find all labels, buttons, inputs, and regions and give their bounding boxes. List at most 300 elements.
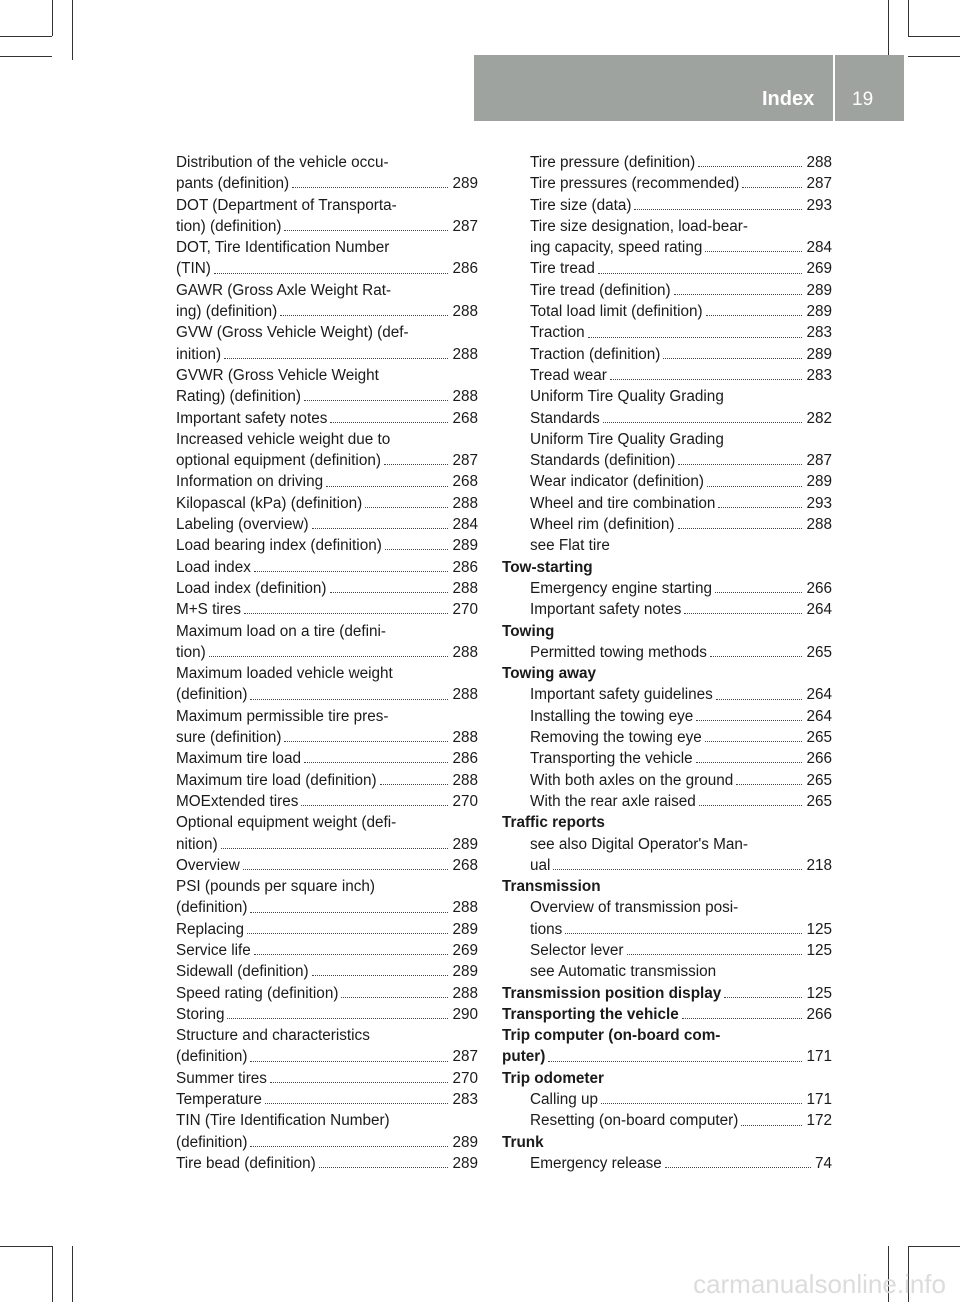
entry-text: Standards <box>530 409 600 427</box>
entry-page: 289 <box>806 281 832 299</box>
entry-text: Tire pressure (definition) <box>530 154 696 171</box>
index-entry <box>502 834 832 855</box>
entry-text: Replacing <box>176 920 245 938</box>
index-entry <box>176 557 478 578</box>
dot-leader <box>736 784 802 785</box>
dot-leader <box>706 315 803 316</box>
index-entry <box>176 621 478 642</box>
entry-text: M+S tires <box>176 601 242 619</box>
entry-text: Wheel rim (definition) <box>530 516 675 534</box>
entry-page: 125 <box>806 941 832 959</box>
index-entry <box>502 599 832 620</box>
entry-page: 288 <box>452 899 478 917</box>
dot-leader <box>319 1167 449 1168</box>
index-entry <box>176 855 478 876</box>
dot-leader <box>270 1082 449 1083</box>
index-entry <box>176 1132 478 1153</box>
index-entry <box>176 1153 478 1174</box>
entry-text: (definition) <box>176 1048 248 1066</box>
crop-mark <box>72 0 73 60</box>
index-entry <box>502 748 832 769</box>
index-entry <box>502 471 832 492</box>
dot-leader <box>716 699 803 700</box>
crop-mark <box>0 36 52 37</box>
index-entry <box>176 876 478 897</box>
dot-leader <box>209 656 449 657</box>
entry-page: 290 <box>452 1005 478 1023</box>
entry-text: Traction <box>530 324 585 342</box>
entry-page: 288 <box>452 303 478 321</box>
index-entry <box>502 1110 832 1131</box>
entry-text: Traffic reports <box>502 814 605 832</box>
dot-leader <box>384 464 449 465</box>
index-entry <box>176 1110 478 1131</box>
entry-text: Uniform Tire Quality Grading <box>530 430 724 448</box>
index-entry <box>502 535 832 556</box>
entry-text: Service life <box>176 941 251 959</box>
entry-page: 283 <box>806 324 832 342</box>
index-entry <box>502 429 832 450</box>
index-entry <box>176 1068 478 1089</box>
index-entry <box>502 322 832 343</box>
entry-page: 268 <box>452 473 478 491</box>
entry-text: Speed rating (definition) <box>176 984 339 1002</box>
index-heading <box>502 1046 832 1067</box>
entry-page: 265 <box>806 771 832 789</box>
index-entry <box>502 216 832 237</box>
index-entry <box>176 983 478 1004</box>
index-entry <box>176 578 478 599</box>
entry-page: 288 <box>452 345 478 363</box>
index-heading <box>502 621 832 642</box>
dot-leader <box>243 869 449 870</box>
index-entry <box>502 450 832 471</box>
entry-page: 287 <box>452 1048 478 1066</box>
entry-text: Structure and characteristics <box>176 1027 370 1045</box>
dot-leader <box>330 592 449 593</box>
entry-page: 293 <box>806 196 832 214</box>
entry-text: Tire tread (definition) <box>530 281 671 299</box>
dot-leader <box>565 933 802 934</box>
entry-text: Wheel and tire combination <box>530 494 716 512</box>
watermark: carmanualsonline.info <box>693 1269 946 1299</box>
dot-leader <box>603 422 803 423</box>
index-entry <box>502 258 832 279</box>
index-heading <box>502 1025 832 1046</box>
entry-page: 269 <box>806 260 832 278</box>
entry-page: 287 <box>806 175 832 193</box>
entry-page: 171 <box>806 1091 832 1109</box>
page-title: Index <box>762 88 815 110</box>
entry-text: Information on driving <box>176 473 324 491</box>
entry-text: Load bearing index (definition) <box>176 537 382 555</box>
index-entry <box>502 855 832 876</box>
entry-text: Important safety guidelines <box>530 686 713 704</box>
index-entry <box>502 386 832 407</box>
entry-text: Transporting the vehicle <box>530 750 693 768</box>
index-heading <box>502 557 832 578</box>
entry-text: Maximum loaded vehicle weight <box>176 665 393 683</box>
index-entry <box>176 280 478 301</box>
entry-text: ual <box>530 856 551 874</box>
entry-text: Important safety notes <box>176 409 328 427</box>
dot-leader <box>250 699 448 700</box>
entry-page: 171 <box>806 1048 832 1066</box>
entry-text: Trip computer (on-board com- <box>502 1027 721 1045</box>
entry-page: 288 <box>806 516 832 534</box>
dot-leader <box>663 358 802 359</box>
index-entry <box>502 195 832 216</box>
entry-text: GAWR (Gross Axle Weight Rat- <box>176 281 392 299</box>
index-entry <box>502 152 832 173</box>
entry-text: Towing away <box>502 665 597 683</box>
index-column-left <box>176 152 478 1174</box>
dot-leader <box>224 358 448 359</box>
entry-text: Overview <box>176 856 240 874</box>
dot-leader <box>627 954 803 955</box>
dot-leader <box>710 656 803 657</box>
entry-text: TIN (Tire Identification Number) <box>176 1112 390 1130</box>
entry-page: 284 <box>806 239 832 257</box>
index-entry <box>176 706 478 727</box>
dot-leader <box>304 762 449 763</box>
entry-text: Rating) (definition) <box>176 388 301 406</box>
entry-page: 289 <box>452 920 478 938</box>
entry-page: 265 <box>806 729 832 747</box>
entry-page: 286 <box>452 750 478 768</box>
index-entry <box>176 429 478 450</box>
crop-mark <box>52 1246 53 1302</box>
index-entry <box>502 919 832 940</box>
index-entry <box>502 493 832 514</box>
index-heading <box>502 1068 832 1089</box>
entry-page: 264 <box>806 686 832 704</box>
dot-leader <box>678 528 803 529</box>
index-entry <box>176 322 478 343</box>
index-entry <box>176 514 478 535</box>
dot-leader <box>304 400 448 401</box>
index-heading <box>502 1132 832 1153</box>
index-entry <box>502 706 832 727</box>
entry-text: Tire pressures (recommended) <box>530 175 740 193</box>
index-entry <box>176 237 478 258</box>
index-entry <box>176 258 478 279</box>
entry-text: Uniform Tire Quality Grading <box>530 388 724 406</box>
entry-text: With the rear axle raised <box>530 792 696 810</box>
dot-leader <box>696 720 802 721</box>
index-entry <box>176 727 478 748</box>
dot-leader <box>380 784 449 785</box>
index-entry <box>176 1004 478 1025</box>
entry-text: PSI (pounds per square inch) <box>176 878 375 896</box>
index-heading <box>502 1004 832 1025</box>
index-entry <box>502 961 832 982</box>
dot-leader <box>244 613 448 614</box>
index-entry <box>176 216 478 237</box>
entry-page: 286 <box>452 260 478 278</box>
index-entry <box>176 386 478 407</box>
crop-mark <box>908 56 960 57</box>
entry-text: Tread wear <box>530 366 607 384</box>
entry-page: 289 <box>452 1133 478 1151</box>
entry-text: ing capacity, speed rating <box>530 239 703 257</box>
index-entry <box>176 834 478 855</box>
crop-mark <box>72 1246 73 1302</box>
index-entry <box>502 791 832 812</box>
entry-text: ing) (definition) <box>176 303 278 321</box>
index-entry <box>502 301 832 322</box>
dot-leader <box>221 848 449 849</box>
index-entry <box>176 493 478 514</box>
header-bar <box>474 55 904 121</box>
entry-text: Maximum permissible tire pres- <box>176 707 389 725</box>
dot-leader <box>598 273 803 274</box>
index-entry <box>176 791 478 812</box>
entry-text: Calling up <box>530 1091 599 1109</box>
index-heading <box>502 983 832 1004</box>
index-entry <box>176 770 478 791</box>
dot-leader <box>741 1125 802 1126</box>
entry-page: 289 <box>452 963 478 981</box>
dot-leader <box>301 805 448 806</box>
crop-mark <box>52 0 53 36</box>
entry-page: 265 <box>806 792 832 810</box>
index-entry <box>502 1153 832 1174</box>
entry-text: Increased vehicle weight due to <box>176 430 391 448</box>
entry-text: Tire tread <box>530 260 595 278</box>
dot-leader <box>718 507 802 508</box>
index-entry <box>176 195 478 216</box>
entry-page: 289 <box>806 473 832 491</box>
index-entry <box>176 897 478 918</box>
crop-mark <box>0 1246 52 1247</box>
dot-leader <box>724 997 802 998</box>
crop-mark <box>0 56 52 57</box>
entry-page: 266 <box>806 1005 832 1023</box>
entry-page: 268 <box>452 856 478 874</box>
index-entry <box>502 897 832 918</box>
entry-text: Transmission <box>502 878 601 896</box>
index-entry <box>176 1025 478 1046</box>
dot-leader <box>705 251 802 252</box>
entry-text: Load index <box>176 558 251 576</box>
entry-page: 270 <box>452 792 478 810</box>
entry-text: see Flat tire <box>530 537 610 555</box>
entry-page: 289 <box>452 1154 478 1172</box>
index-entry <box>502 940 832 961</box>
entry-text: Wear indicator (definition) <box>530 473 705 491</box>
entry-page: 288 <box>452 579 478 597</box>
dot-leader <box>326 486 448 487</box>
entry-text: With both axles on the ground <box>530 771 734 789</box>
entry-page: 74 <box>814 1154 832 1172</box>
entry-text: DOT (Department of Transporta- <box>176 196 397 214</box>
index-entry <box>502 578 832 599</box>
entry-text: Maximum tire load <box>176 750 301 768</box>
entry-text: Resetting (on-board computer) <box>530 1112 739 1130</box>
dot-leader <box>674 294 803 295</box>
entry-text: Transporting the vehicle <box>502 1005 679 1023</box>
entry-text: Tire size designation, load-bear- <box>530 217 748 235</box>
index-entry <box>176 812 478 833</box>
index-entry <box>502 365 832 386</box>
entry-text: Standards (definition) <box>530 452 676 470</box>
entry-page: 282 <box>806 409 832 427</box>
dot-leader <box>312 528 449 529</box>
entry-text: (TIN) <box>176 260 211 278</box>
entry-text: Load index (definition) <box>176 579 327 597</box>
entry-text: Towing <box>502 622 555 640</box>
index-entry <box>176 1089 478 1110</box>
index-entry <box>502 344 832 365</box>
entry-text: MOExtended tires <box>176 792 299 810</box>
entry-page: 289 <box>452 835 478 853</box>
entry-page: 268 <box>452 409 478 427</box>
dot-leader <box>265 1103 449 1104</box>
entry-page: 288 <box>452 984 478 1002</box>
crop-mark <box>908 36 960 37</box>
entry-text: Distribution of the vehicle occu- <box>176 154 389 171</box>
entry-page: 288 <box>452 643 478 661</box>
page-number: 19 <box>852 89 874 110</box>
entry-text: Kilopascal (kPa) (definition) <box>176 494 363 512</box>
crop-mark <box>888 0 889 60</box>
entry-text: Summer tires <box>176 1069 267 1087</box>
entry-page: 125 <box>806 984 832 1002</box>
index-entry <box>176 642 478 663</box>
dot-leader <box>250 1146 448 1147</box>
dot-leader <box>588 337 803 338</box>
entry-text: tion) <box>176 643 206 661</box>
entry-page: 266 <box>806 750 832 768</box>
entry-page: 288 <box>452 494 478 512</box>
dot-leader <box>548 1061 802 1062</box>
entry-text: nition) <box>176 835 218 853</box>
entry-text: (definition) <box>176 1133 248 1151</box>
dot-leader <box>341 997 448 998</box>
dot-leader <box>254 571 449 572</box>
index-entry <box>176 152 478 173</box>
dot-leader <box>665 1167 811 1168</box>
entry-page: 283 <box>452 1091 478 1109</box>
entry-text: puter) <box>502 1048 546 1066</box>
index-entry <box>502 770 832 791</box>
index-entry <box>176 663 478 684</box>
dot-leader <box>699 805 803 806</box>
entry-text: Traction (definition) <box>530 345 661 363</box>
entry-page: 264 <box>806 601 832 619</box>
entry-page: 266 <box>806 579 832 597</box>
entry-text: tions <box>530 920 563 938</box>
entry-text: Tire bead (definition) <box>176 1154 316 1172</box>
index-entry <box>176 471 478 492</box>
entry-text: Emergency engine starting <box>530 579 712 597</box>
entry-text: GVW (Gross Vehicle Weight) (def- <box>176 324 409 342</box>
index-entry <box>176 940 478 961</box>
entry-page: 218 <box>806 856 832 874</box>
index-entry <box>176 408 478 429</box>
index-entry <box>176 919 478 940</box>
index-entry <box>502 514 832 535</box>
entry-text: Optional equipment weight (defi- <box>176 814 397 832</box>
entry-text: Storing <box>176 1005 225 1023</box>
entry-page: 288 <box>452 771 478 789</box>
dot-leader <box>247 933 448 934</box>
entry-page: 265 <box>806 643 832 661</box>
entry-text: Tow-starting <box>502 558 593 576</box>
dot-leader <box>365 507 448 508</box>
entry-text: Trunk <box>502 1133 544 1151</box>
index-entry <box>176 365 478 386</box>
dot-leader <box>610 379 803 380</box>
entry-text: (definition) <box>176 686 248 704</box>
dot-leader <box>284 741 448 742</box>
entry-text: inition) <box>176 345 222 363</box>
entry-text: Labeling (overview) <box>176 516 309 534</box>
index-heading <box>502 663 832 684</box>
entry-text: Selector lever <box>530 941 624 959</box>
entry-text: GVWR (Gross Vehicle Weight <box>176 366 379 384</box>
index-entry <box>176 684 478 705</box>
entry-text: Transmission position display <box>502 984 722 1002</box>
entry-text: Overview of transmission posi- <box>530 899 739 917</box>
index-entry <box>176 450 478 471</box>
dot-leader <box>227 1018 448 1019</box>
index-entry <box>176 173 478 194</box>
index-entry <box>176 535 478 556</box>
dot-leader <box>634 209 802 210</box>
entry-page: 288 <box>452 388 478 406</box>
entry-text: DOT, Tire Identification Number <box>176 239 390 257</box>
index-column-right <box>502 152 832 1174</box>
entry-page: 289 <box>452 175 478 193</box>
index-entry <box>176 599 478 620</box>
entry-text: sure (definition) <box>176 729 282 747</box>
dot-leader <box>385 549 449 550</box>
entry-page: 293 <box>806 494 832 512</box>
dot-leader <box>254 954 449 955</box>
entry-text: see also Digital Operator's Man- <box>530 835 749 853</box>
entry-page: 125 <box>806 920 832 938</box>
index-entry <box>176 748 478 769</box>
entry-page: 283 <box>806 366 832 384</box>
dot-leader <box>684 613 802 614</box>
entry-text: pants (definition) <box>176 175 290 193</box>
dot-leader <box>250 1061 448 1062</box>
entry-page: 172 <box>806 1112 832 1130</box>
index-heading <box>502 876 832 897</box>
dot-leader <box>705 741 803 742</box>
dot-leader <box>330 422 448 423</box>
index-entry <box>176 1046 478 1067</box>
index-entry <box>502 1089 832 1110</box>
entry-text: optional equipment (definition) <box>176 452 381 470</box>
entry-page: 269 <box>452 941 478 959</box>
index-entry <box>502 237 832 258</box>
entry-page: 289 <box>806 303 832 321</box>
dot-leader <box>284 230 448 231</box>
dot-leader <box>214 273 449 274</box>
entry-text: see Automatic transmission <box>530 963 717 981</box>
entry-text: tion) (definition) <box>176 217 282 235</box>
entry-page: 289 <box>806 345 832 363</box>
dot-leader <box>553 869 802 870</box>
entry-page: 288 <box>452 729 478 747</box>
crop-mark <box>908 0 909 36</box>
dot-leader <box>312 975 449 976</box>
entry-text: Installing the towing eye <box>530 707 694 725</box>
dot-leader <box>678 464 802 465</box>
